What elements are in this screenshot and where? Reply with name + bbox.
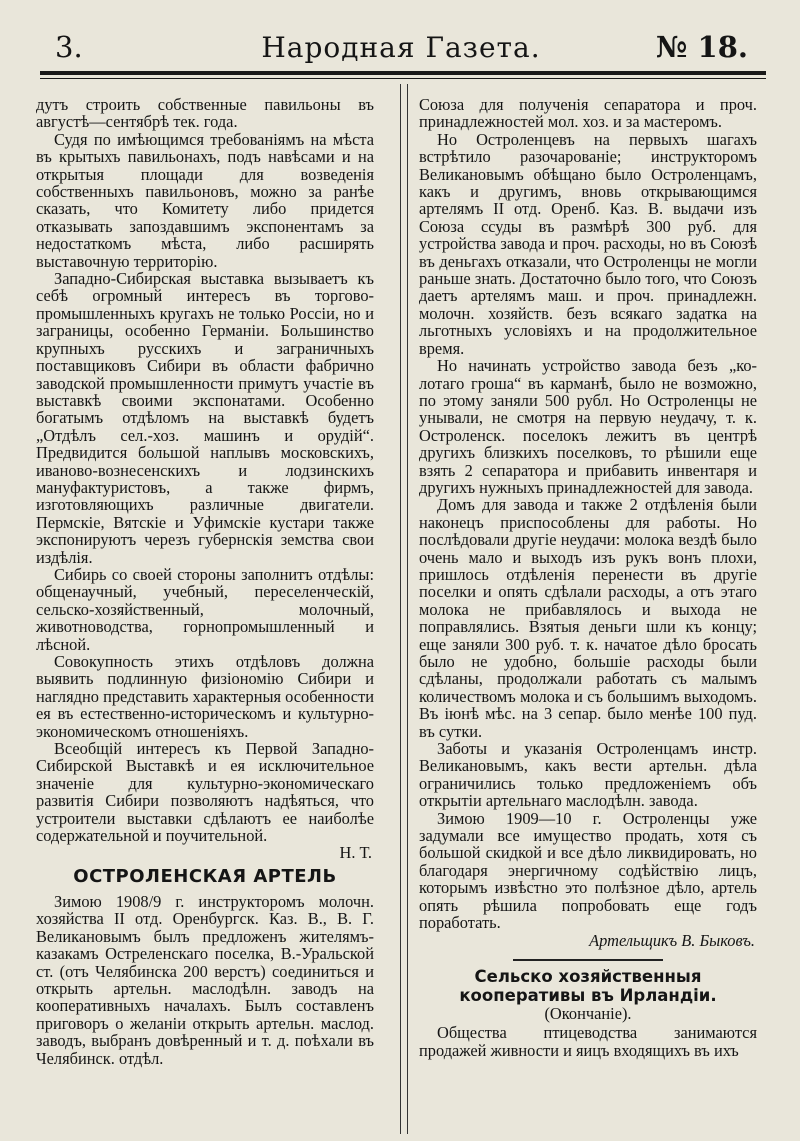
left-column	[36, 96, 374, 1067]
paragraph: Но Остроленцевъ на первыхъ шагахъ встрѣтило разочарованіе; инструкторомъ Великановымъ обѣщано было Остроленцамъ, какъ и другимъ, вновь открывающимся артелямъ II отд. Оренб. Каз. В. выдачи изъ Союза ссуды въ размѣрѣ 300 руб. для устройства завода и проч. расходы, но въ Союзѣ въ деньгахъ отказали, что Остроленцы не могли раньше знать. Достаточно было того, что Союзъ даетъ артелямъ маш. и проч. принадлежн. молочн. хозяйств. безъ всякаго задатка на льготныхъ условіяхъ и на продолжительное время.	[419, 129, 757, 358]
header-rule-thick	[40, 71, 766, 75]
right-column	[419, 96, 757, 1059]
paragraph: Зимою 1908/9 г. инструкторомъ молочн. хозяйства II отд. Оренбургск. Каз. В., В. Г. Великановымъ былъ предложенъ жителямъ-казакамъ Остреленскаго поселка, В.-Уральской ст. (отъ Челябинска 200 верстъ) соединиться и открыть артельн. маслодѣлн. заводъ на кооперативныхъ началахъ. Былъ составленъ приговоръ о желаніи открыть артельн. маслод. заводъ, выбранъ довѣренный и т. д. поѣхали въ Челябинск. отдѣл.	[36, 891, 374, 1068]
page-number: 3.	[55, 30, 83, 64]
column-divider	[400, 84, 408, 1134]
paragraph: Судя по имѣющимся требованіямъ на мѣста въ крытыхъ павильонахъ, подъ навѣсами и на открытыя площади для возведенія собственныхъ павильоновъ, можно за ранѣе сказать, что Комитету либо придется отказывать запоздавшимъ экспонентамъ за недостаткомъ мѣста, либо расширять выставочную территорію.	[36, 129, 374, 271]
signature-bykov: Артельщикъ В. Быковъ.	[589, 930, 755, 950]
header-rule-thin	[40, 78, 766, 79]
next-article-heading: Сельско хозяйственныя кооперативы въ Ирландіи.	[459, 966, 717, 1005]
signature-nt: Н. Т.	[339, 843, 372, 863]
paragraph: Всеобщій интересъ къ Первой Западно-Сибирской Выставкѣ и ея исключительное значеніе для культурно-экономическаго развитія Сибири позволяютъ надѣяться, что устроители выставки сдѣлаютъ ее наиболѣе содержательной и поучительной.	[36, 739, 374, 846]
paragraph: Домъ для завода и также 2 отдѣленія были наконецъ приспособлены для работы. Но послѣдовали другіе неудачи: молока вездѣ было очень мало и выходъ изъ рукъ вонъ плохи, пришлось отдѣленія перенести въ другіе поселки и опять сдѣлали расходы, а отъ этаго молока не прибавлялось и выхода не поправлялись. Взятыя деньги шли къ концу; еще заняли 300 руб. т. к. начатое дѣло бросать было не удобно, большіе расходы были сдѣланы, продолжали работать съ малымъ количествомъ молока и съ большимъ выходомъ. Въ іюнѣ мѣс. на 3 сепар. было менѣе 100 пуд. въ сутки.	[419, 495, 757, 741]
paragraph: Совокупность этихъ отдѣловъ должна выявить подлинную физіономію Сибири и наглядно представить характерныя особенности ея въ естественно-историческомъ и культурно-экономическомъ отношеніяхъ.	[36, 652, 374, 741]
paragraph: Зимою 1909—10 г. Остроленцы уже задумали все имущество продать, хотя съ большой скидкой и все дѣло ликвидировать, но благодаря энергичному содѣйствію лицъ, которымъ извѣстно это полѣзное дѣло, артель опять рѣшила попробовать еще годъ поработать.	[419, 808, 757, 933]
issue-number: № 18.	[655, 30, 748, 64]
page-header	[40, 28, 762, 68]
next-article-subheading: (Окончаніе).	[544, 1003, 632, 1023]
section-rule	[513, 959, 663, 961]
paragraph: Западно-Сибирская выставка вызываетъ къ себѣ огромный интересъ въ торгово-промышленныхъ кругахъ не только Россіи, но и заграницы, особенно Германіи. Большинство крупныхъ русскихъ и заграничныхъ поставщиковъ Сибири въ области фабрично заводской промышленности примутъ участіе въ выставкѣ своими экспонатами. Особенно богатымъ отдѣломъ на выставкѣ будетъ „Отдѣлъ сел.-хоз. машинъ и орудій“. Предвидится большой наплывъ московскихъ, иваново-вознесенскихъ и лодзинскихъ мануфактуристовъ, а также фирмъ, изготовляющихъ различные двигатели. Пермскіе, Вятскіе и Уфимскіе кустари также экспонируютъ черезъ губернскія земства свои издѣлія.	[36, 269, 374, 567]
article-heading: ОСТРОЛЕНСКАЯ АРТЕЛЬ	[73, 865, 337, 887]
newspaper-title: Народная Газета.	[261, 31, 541, 64]
paragraph: Общества птицеводства занимаются продажей живности и яицъ входящихъ въ ихъ	[419, 1023, 757, 1060]
paragraph: дутъ строить собственные павильоны въ августѣ—сентябрѣ тек. года.	[36, 95, 374, 132]
paragraph: Но начинать устройство завода безъ „ко-лотаго гроша“ въ карманѣ, было не возможно, по этому заняли 500 рубл. Но Остроленцы не унывали, не смотря на первую неудачу, т. к. Остроленск. поселокъ лежитъ въ центрѣ другихъ близкихъ поселковъ, то рѣшили еще взять 2 сепаратора и прибавить инвентаря и другихъ нужныхъ принадлежностей для завода.	[419, 356, 757, 497]
paragraph: Сибирь со своей стороны заполнитъ отдѣлы: общенаучный, учебный, переселенческій, сельско-хозяйственный, молочный, животноводства, горнопромышленный и лѣсной.	[36, 564, 374, 654]
paragraph: Заботы и указанія Остроленцамъ инстр. Великановымъ, какъ вести артельн. дѣла ограничились только предложеніемъ объ открытіи артельнаго маслодѣлн. завода.	[419, 739, 757, 811]
paragraph: Союза для полученія сепаратора и проч. принадлежностей мол. хоз. и за мастеромъ.	[419, 95, 757, 132]
